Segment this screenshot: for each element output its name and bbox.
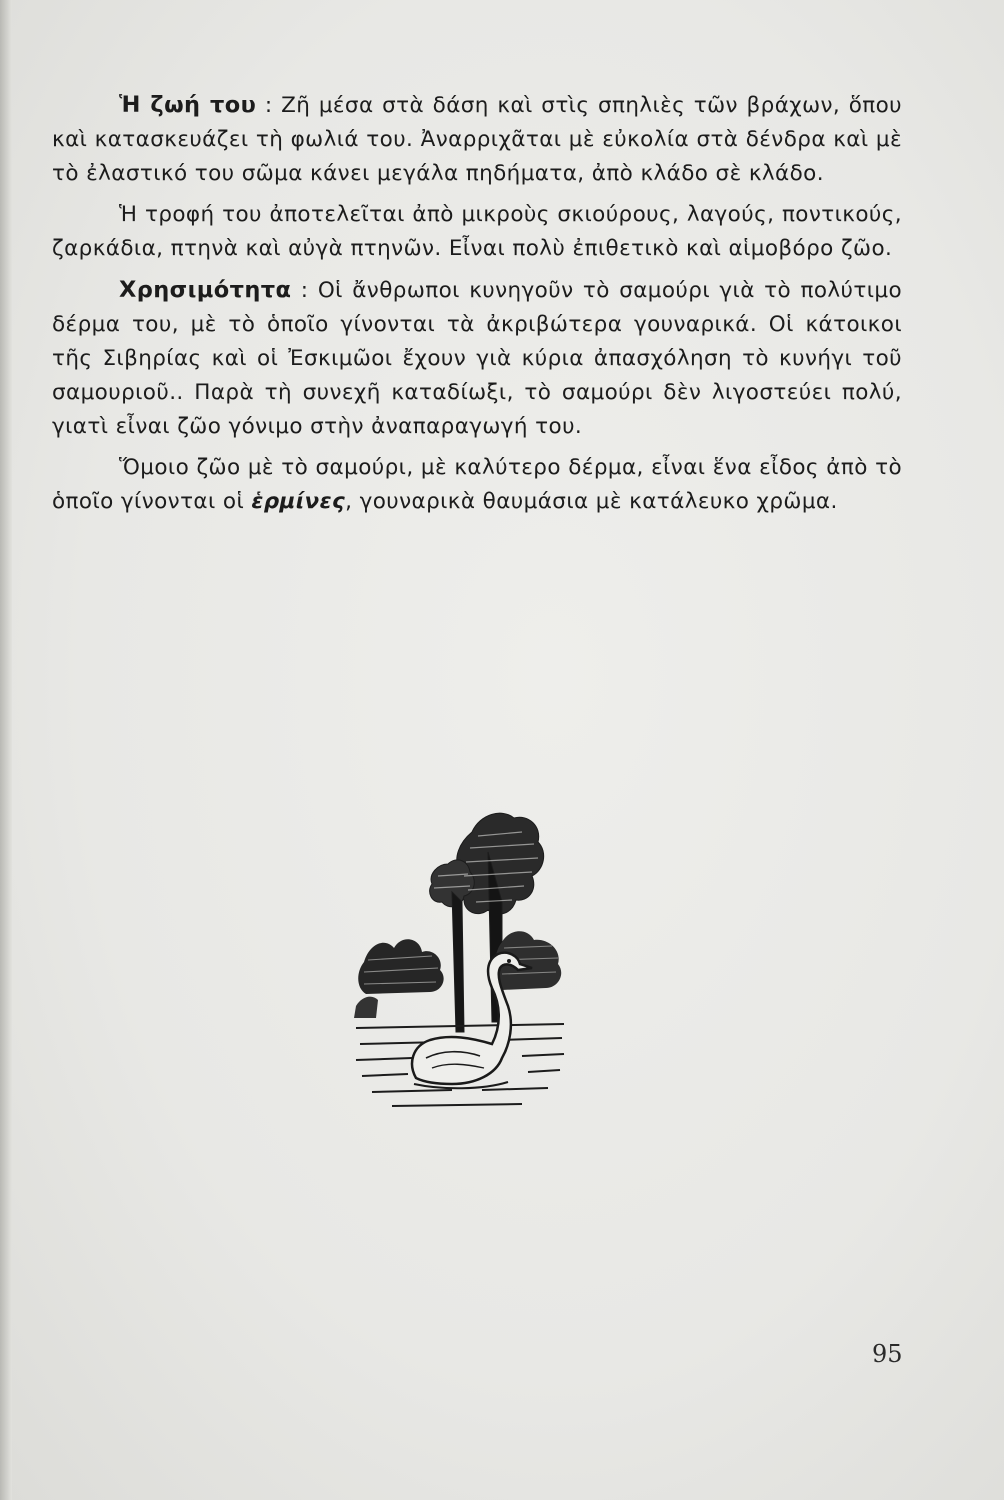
paragraph-food-text: Ἡ τροφή του ἀποτελεῖται ἀπὸ μικροὺς σκιούρους, λαγούς, ποντικούς, ζαρκάδια, πτηνὰ καὶ αὐγὰ πτηνῶν. Εἶναι πολὺ ἐπιθετικὸ καὶ αἱμοβόρο ζῶο. (52, 202, 902, 261)
section-heading-life: Ἡ ζωή του (119, 92, 257, 118)
paragraph-usefulness (52, 273, 902, 444)
page-number: 95 (872, 1340, 903, 1368)
page-binding-shadow (0, 0, 12, 1500)
paragraph-ermine-text-after: , γουναρικὰ θαυμάσια μὲ κατάλευκο χρῶμα. (345, 489, 838, 514)
paragraph-food (52, 198, 902, 266)
section-heading-usefulness: Χρησιμότητα (119, 277, 292, 303)
body-text (52, 88, 902, 526)
paragraph-life-text: : Ζῆ μέσα στὰ δάση καὶ στὶς σπηλιὲς τῶν βράχων, ὅπου καὶ κατασκευάζει τὴ φωλιά του. Ἀναρριχᾶται μὲ εὐκολία στὰ δένδρα καὶ μὲ τὸ ἐλαστικό του σῶμα κάνει μεγάλα πηδήματα, ἀπὸ κλάδο σὲ κλάδο. (52, 93, 903, 186)
ermine-term: ἑρμίνες (251, 489, 346, 514)
paragraph-ermine-text-before: Ὅμοιο ζῶο μὲ τὸ σαμούρι, μὲ καλύτερο δέρμα, εἶναι ἕνα εἶδος ἀπὸ τὸ ὁποῖο γίνονται οἱ (52, 455, 902, 514)
swan-engraving-icon (352, 792, 568, 1120)
paragraph-usefulness-text: : Οἱ ἄνθρωποι κυνηγοῦν τὸ σαμούρι γιὰ τὸ πολύτιμο δέρμα του, μὲ τὸ ὁποῖο γίνονται τὰ ἀκριβώτερα γουναρικά. Οἱ κάτοικοι τῆς Σιβηρίας καὶ οἱ Ἐσκιμῶοι ἔχουν γιὰ κύρια ἀπασχόληση τὸ κυνήγι τοῦ σαμουριοῦ.. Παρὰ τὴ συνεχῆ καταδίωξι, τὸ σαμούρι δὲν λιγοστεύει πολύ, γιατὶ εἶναι ζῶο γόνιμο στὴν ἀναπαραγωγή του. (52, 278, 902, 439)
paragraph-ermine (52, 451, 902, 519)
paragraph-life (52, 88, 902, 191)
